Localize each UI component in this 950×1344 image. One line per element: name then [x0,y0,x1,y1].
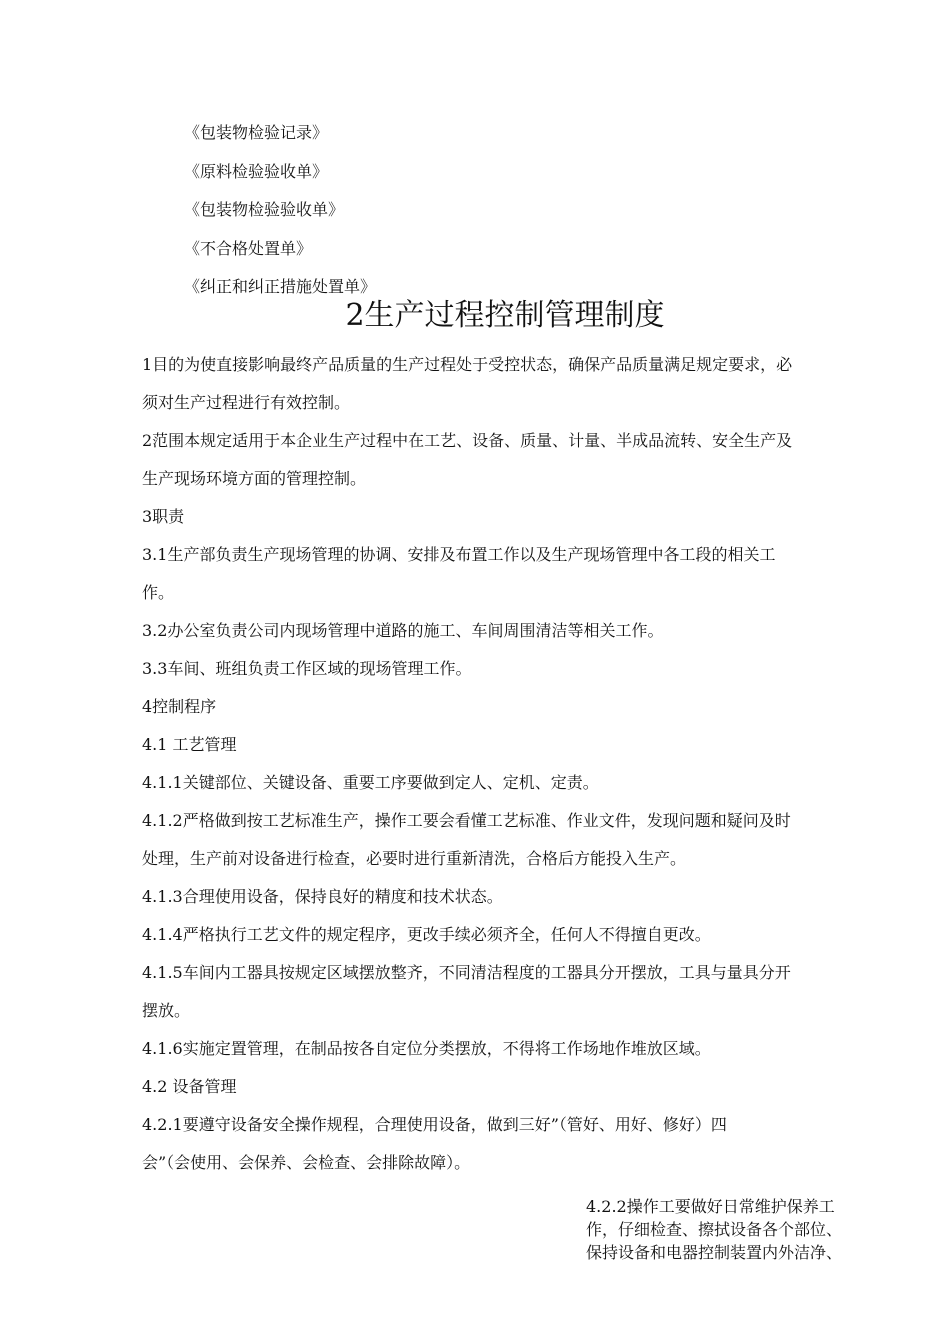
clause-4-1-3: 4.1.3合理使用设备，保持良好的精度和技术状态。 [142,887,503,906]
control-procedure-heading: 4控制程序 [142,697,217,716]
reference-item: 《原料检验验收单》 [184,161,329,181]
reference-item: 《不合格处置单》 [184,238,313,258]
section-title: 2生产过程控制管理制度 [345,298,665,333]
equipment-management-heading: 4.2 设备管理 [142,1077,237,1096]
clause-4-1-5-line-2: 摆放。 [142,1001,191,1020]
clause-4-1-5-line-1: 4.1.5车间内工器具按规定区域摆放整齐，不同清洁程度的工器具分开摆放，工具与量具分开 [142,963,791,982]
clause-4-1-4: 4.1.4严格执行工艺文件的规定程序，更改手续必须齐全，任何人不得擅自更改。 [142,925,711,944]
responsibility-heading: 3职责 [142,507,185,526]
clause-4-2-2-line: 作，仔细检查、擦拭设备各个部位、 [586,1220,843,1239]
reference-item: 《包装物检验记录》 [184,123,329,142]
purpose-line-2: 须对生产过程进行有效控制。 [142,393,351,412]
reference-list [184,114,376,307]
reference-item: 《纠正和纠正措施处置单》 [184,277,377,296]
clause-4-2-1-line-1: 4.2.1要遵守设备安全操作规程，合理使用设备，做到三好”（管好、用好、修好）四 [142,1115,727,1134]
clause-4-2-2-line: 保持设备和电器控制装置内外洁净、 [586,1243,843,1262]
process-management-heading: 4.1 工艺管理 [142,735,237,754]
responsibility-3-1-line-1: 3.1生产部负责生产现场管理的协调、安排及布置工作以及生产现场管理中各工段的相关工 [142,545,776,564]
clause-4-1-6: 4.1.6实施定置管理，在制品按各自定位分类摆放，不得将工作场地作堆放区域。 [142,1039,711,1058]
clause-4-2-2-block [586,1195,886,1264]
responsibility-3-3: 3.3车间、班组负责工作区域的现场管理工作。 [142,659,472,678]
scope-line-2: 生产现场环境方面的管理控制。 [142,469,367,488]
clause-4-1-2-line-1: 4.1.2严格做到按工艺标准生产，操作工要会看懂工艺标准、作业文件，发现问题和疑问及时 [142,811,791,830]
responsibility-3-2: 3.2办公室负责公司内现场管理中道路的施工、车间周围清洁等相关工作。 [142,621,664,640]
responsibility-3-1-line-2: 作。 [142,583,175,602]
clause-4-1-2-line-2: 处理，生产前对设备进行检查，必要时进行重新清洗，合格后方能投入生产。 [142,849,687,868]
purpose-line-1: 1目的为使直接影响最终产品质量的生产过程处于受控状态，确保产品质量满足规定要求，必 [142,355,793,374]
reference-item: 《包装物检验验收单》 [184,200,345,219]
clause-4-2-2-line: 4.2.2操作工要做好日常维护保养工 [586,1197,835,1216]
scope-line-1: 2范围本规定适用于本企业生产过程中在工艺、设备、质量、计量、半成品流转、安全生产及 [142,431,793,450]
clause-4-2-1-line-2: 会”（会使用、会保养、会检查、会排除故障）。 [142,1153,471,1172]
clause-4-1-1: 4.1.1关键部位、关键设备、重要工序要做到定人、定机、定责。 [142,773,599,792]
